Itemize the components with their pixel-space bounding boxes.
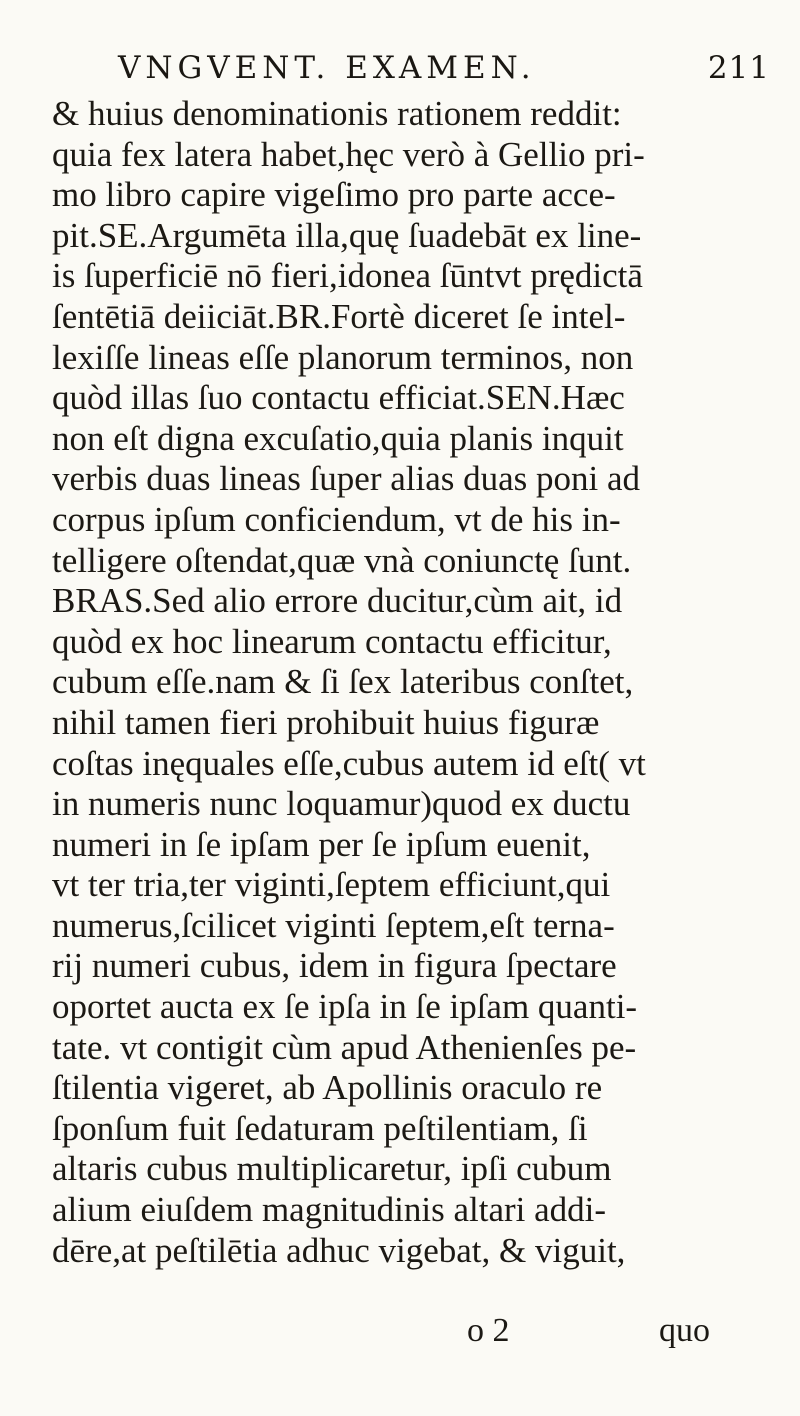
- body-text: [52, 94, 762, 1271]
- signature-mark: o 2: [467, 1312, 510, 1349]
- text-line: rij numeri cubus, idem in figura ſpectare: [52, 946, 617, 986]
- text-line: coſtas inęquales eſſe,cubus autem id eſt( vt: [52, 743, 646, 783]
- page-number: 211: [707, 50, 770, 86]
- text-line: mo libro capire vigeſimo pro parte acce-: [52, 175, 616, 215]
- text-line: ſentētiā deiiciāt.BR.Fortè diceret ſe intel-: [52, 296, 626, 336]
- running-head: VNGVENT. EXAMEN.: [118, 50, 536, 86]
- text-line: non eſt digna excuſatio,quia planis inquit: [52, 418, 624, 458]
- text-line: cubum eſſe.nam & ſi ſex lateribus conſtet,: [52, 662, 634, 702]
- text-line: altaris cubus multiplicaretur, ipſi cubum: [52, 1149, 612, 1189]
- page-header: [60, 48, 770, 94]
- page-footer: [52, 1312, 762, 1356]
- text-line: telligere oſtendat,quæ vnà coniunctę ſunt.: [52, 540, 632, 580]
- text-line: alium eiuſdem magnitudinis altari addi-: [52, 1190, 607, 1230]
- text-line: numerus,ſcilicet viginti ſeptem,eſt ternа-: [52, 905, 615, 945]
- text-line: nihil tamen fieri prohibuit huius figuræ: [52, 702, 600, 742]
- text-line: dēre,at peſtilētia adhuc vigebat, & viguit,: [52, 1230, 626, 1270]
- text-line: pit.SE.Argumēta illa,quę ſuadebāt ex line-: [52, 215, 642, 255]
- text-line: ſtilentia vigeret, ab Apollinis oraculo re: [52, 1068, 603, 1108]
- text-line: oportet aucta ex ſe ipſa in ſe ipſam quanti-: [52, 987, 638, 1027]
- text-line: lexiſſe lineas eſſe planorum terminos, non: [52, 337, 634, 377]
- text-line: verbis duas lineas ſuper alias duas poni ad: [52, 459, 641, 499]
- text-line: BRAS.Sed alio errore ducitur,cùm ait, id: [52, 581, 623, 621]
- text-line: quòd ex hoc linearum contactu efficitur,: [52, 621, 612, 661]
- text-line: corpus ipſum conficiendum, vt de his in-: [52, 499, 621, 539]
- text-line: in numeris nunc loquamur)quod ex ductu: [52, 784, 631, 824]
- text-line: & huius denominationis rationem reddit:: [52, 94, 622, 133]
- text-line: is ſuperficiē nō fieri,idonea ſūntvt prędictā: [52, 256, 643, 296]
- catchword: quo: [659, 1312, 710, 1349]
- text-line: quia fex latera habet,hęc verò à Gellio pri-: [52, 134, 645, 174]
- text-line: tate. vt contigit cùm apud Athenienſes pe-: [52, 1027, 637, 1067]
- text-line: numeri in ſe ipſam per ſe ipſum euenit,: [52, 824, 591, 864]
- text-line: vt ter tria,ter viginti,ſeptem efficiunt,qui: [52, 865, 611, 905]
- text-line: quòd illas ſuo contactu efficiat.SEN.Hæc: [52, 378, 625, 418]
- text-line: ſponſum fuit ſedaturam peſtilentiam, ſi: [52, 1108, 588, 1148]
